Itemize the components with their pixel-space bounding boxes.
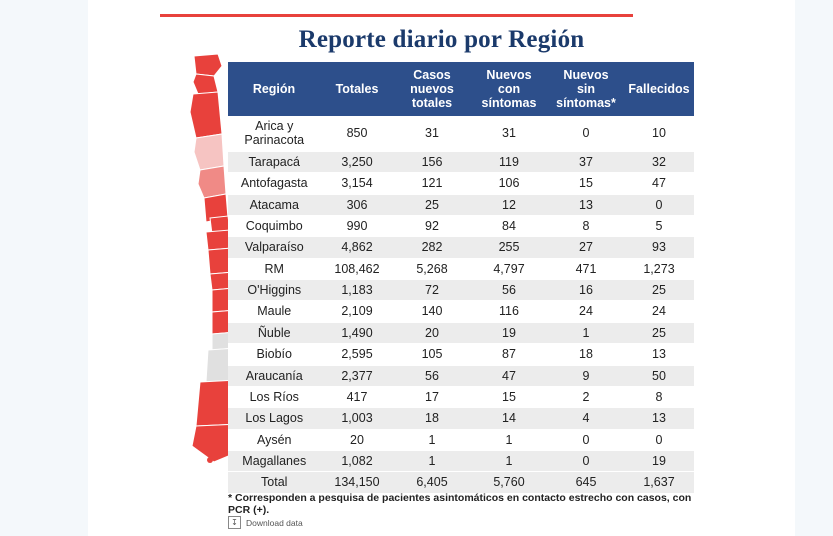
map-region-coquimbo (198, 166, 226, 198)
column-header-fallecidos-line1: Fallecidos (628, 82, 690, 96)
cell-nuevos-con-sintomas: 4,797 (471, 258, 548, 279)
cell-fallecidos: 1,637 (625, 472, 694, 493)
cell-totales: 850 (321, 116, 394, 151)
table-row (228, 116, 694, 151)
cell-nuevos-con-sintomas: 19 (471, 322, 548, 343)
report-table (228, 62, 694, 494)
cell-region-line1: Ñuble (257, 325, 291, 340)
cell-nuevos-con-sintomas: 5,760 (471, 472, 548, 493)
cell-region-line1: Biobío (256, 347, 292, 362)
table-header (228, 62, 694, 116)
cell-nuevos-con-sintomas: 116 (471, 301, 548, 322)
cell-nuevos-sin-sintomas: 18 (548, 344, 625, 365)
cell-totales: 990 (321, 215, 394, 236)
column-header-fallecidos (625, 62, 694, 116)
table-row (228, 408, 694, 429)
cell-region (228, 194, 321, 215)
cell-nuevos-sin-sintomas: 4 (548, 408, 625, 429)
cell-nuevos-con-sintomas: 119 (471, 151, 548, 172)
table-row (228, 258, 694, 279)
cell-fallecidos: 25 (625, 322, 694, 343)
column-header-totales (321, 62, 394, 116)
cell-region-line1: Los Lagos (245, 411, 304, 426)
table-row (228, 365, 694, 386)
cell-region-line1: Total (261, 475, 288, 490)
table-row (228, 194, 694, 215)
cell-region-line1: Magallanes (242, 454, 307, 468)
cell-casos-nuevos-totales: 25 (394, 194, 471, 215)
left-gutter (0, 0, 88, 536)
cell-region (228, 344, 321, 365)
cell-fallecidos: 5 (625, 215, 694, 236)
download-icon: ↧ (228, 516, 241, 529)
column-header-nuevos-con-sintomas (471, 62, 548, 116)
cell-casos-nuevos-totales: 156 (394, 151, 471, 172)
table-row (228, 429, 694, 450)
cell-nuevos-sin-sintomas: 27 (548, 237, 625, 258)
table-row (228, 322, 694, 343)
column-header-casos-line3: totales (411, 96, 453, 110)
cell-nuevos-sin-sintomas: 16 (548, 280, 625, 301)
cell-fallecidos: 13 (625, 408, 694, 429)
cell-fallecidos: 1,273 (625, 258, 694, 279)
cell-fallecidos: 50 (625, 365, 694, 386)
table-row (228, 386, 694, 407)
cell-nuevos-con-sintomas: 14 (471, 408, 548, 429)
cell-region-line1: O'Higgins (247, 283, 302, 297)
cell-nuevos-con-sintomas: 1 (471, 429, 548, 450)
column-header-region (228, 62, 321, 116)
cell-region (228, 429, 321, 450)
cell-totales: 2,109 (321, 301, 394, 322)
cell-region-line1: Antofagasta (240, 176, 308, 191)
cell-nuevos-sin-sintomas: 1 (548, 322, 625, 343)
report-content (88, 0, 795, 536)
cell-region-line1: Tarapacá (248, 154, 300, 169)
cell-totales: 4,862 (321, 237, 394, 258)
table-row-total (228, 472, 694, 493)
cell-casos-nuevos-totales: 1 (394, 429, 471, 450)
cell-nuevos-sin-sintomas: 645 (548, 472, 625, 493)
cell-fallecidos: 93 (625, 237, 694, 258)
cell-region (228, 301, 321, 322)
cell-totales: 306 (321, 194, 394, 215)
column-header-sin-line3: síntomas* (556, 96, 616, 110)
cell-nuevos-sin-sintomas: 8 (548, 215, 625, 236)
cell-casos-nuevos-totales: 56 (394, 365, 471, 386)
map-point-antarctic (207, 457, 213, 463)
cell-casos-nuevos-totales: 31 (394, 116, 471, 151)
cell-totales: 2,595 (321, 344, 394, 365)
table-body (228, 116, 694, 493)
column-header-casos-line2: nuevos (410, 82, 454, 96)
cell-region-line1: Coquimbo (245, 218, 303, 233)
cell-totales: 134,150 (321, 472, 394, 493)
cell-region (228, 215, 321, 236)
cell-totales: 2,377 (321, 365, 394, 386)
cell-nuevos-con-sintomas: 31 (471, 116, 548, 151)
cell-nuevos-sin-sintomas: 0 (548, 429, 625, 450)
table-header-row (228, 62, 694, 116)
cell-fallecidos: 24 (625, 301, 694, 322)
cell-region (228, 237, 321, 258)
cell-region-line1: Maule (257, 304, 292, 319)
map-region-arica (194, 54, 222, 76)
cell-nuevos-con-sintomas: 255 (471, 237, 548, 258)
table-row (228, 301, 694, 322)
column-header-region-line1: Región (252, 82, 296, 96)
column-header-con-line2: con (497, 82, 521, 96)
download-data-link[interactable] (228, 516, 303, 529)
map-region-antofagasta (190, 92, 222, 138)
cell-casos-nuevos-totales: 105 (394, 344, 471, 365)
cell-nuevos-con-sintomas: 1 (471, 451, 548, 472)
cell-totales: 1,490 (321, 322, 394, 343)
cell-region-line1: Atacama (249, 197, 299, 212)
cell-region-line1: RM (264, 261, 284, 276)
cell-region-line1: Valparaíso (244, 240, 304, 255)
table-row (228, 451, 694, 472)
table-row (228, 151, 694, 172)
cell-region (228, 280, 321, 301)
cell-totales: 1,082 (321, 451, 394, 472)
top-rule-divider (160, 14, 633, 17)
cell-fallecidos: 47 (625, 173, 694, 194)
cell-totales: 1,003 (321, 408, 394, 429)
cell-fallecidos: 0 (625, 429, 694, 450)
column-header-con-line3: síntomas (481, 96, 537, 110)
map-region-atacama (194, 134, 224, 170)
cell-region-line1: Los Ríos (249, 389, 299, 404)
cell-totales: 417 (321, 386, 394, 407)
column-header-totales-line1: Totales (335, 82, 379, 96)
cell-nuevos-sin-sintomas: 15 (548, 173, 625, 194)
column-header-sin-line2: sin (576, 82, 596, 96)
column-header-casos-line1: Casos (413, 68, 451, 82)
column-header-con-line1: Nuevos (486, 68, 532, 82)
cell-region (228, 472, 321, 493)
cell-casos-nuevos-totales: 282 (394, 237, 471, 258)
cell-region (228, 386, 321, 407)
cell-region (228, 451, 321, 472)
cell-nuevos-sin-sintomas: 471 (548, 258, 625, 279)
cell-casos-nuevos-totales: 140 (394, 301, 471, 322)
cell-nuevos-con-sintomas: 47 (471, 365, 548, 386)
cell-region (228, 116, 321, 151)
column-header-casos-nuevos-totales (394, 62, 471, 116)
table-row (228, 344, 694, 365)
cell-totales: 3,154 (321, 173, 394, 194)
cell-region (228, 173, 321, 194)
cell-region-line1: Arica y (255, 119, 294, 133)
cell-fallecidos: 25 (625, 280, 694, 301)
cell-fallecidos: 13 (625, 344, 694, 365)
column-header-nuevos-sin-sintomas (548, 62, 625, 116)
cell-region (228, 408, 321, 429)
cell-nuevos-sin-sintomas: 24 (548, 301, 625, 322)
column-header-sin-line1: Nuevos (563, 68, 609, 82)
table-row (228, 215, 694, 236)
download-data-label: Download data (246, 517, 303, 528)
cell-casos-nuevos-totales: 121 (394, 173, 471, 194)
cell-nuevos-con-sintomas: 106 (471, 173, 548, 194)
cell-fallecidos: 32 (625, 151, 694, 172)
cell-casos-nuevos-totales: 1 (394, 451, 471, 472)
page-title: Reporte diario por Región (298, 26, 585, 53)
right-gutter (795, 0, 833, 536)
cell-region-line1: Araucanía (245, 368, 303, 383)
cell-fallecidos: 19 (625, 451, 694, 472)
cell-region (228, 151, 321, 172)
cell-totales: 1,183 (321, 280, 394, 301)
table-row (228, 237, 694, 258)
cell-nuevos-sin-sintomas: 2 (548, 386, 625, 407)
cell-region-line1: Aysén (256, 432, 292, 447)
cell-nuevos-con-sintomas: 84 (471, 215, 548, 236)
cell-region (228, 258, 321, 279)
footnote: * Corresponden a pesquisa de pacientes asintomáticos en contacto estrecho con casos, con PCR (+). (228, 492, 692, 516)
cell-nuevos-sin-sintomas: 37 (548, 151, 625, 172)
cell-casos-nuevos-totales: 92 (394, 215, 471, 236)
cell-nuevos-sin-sintomas: 0 (548, 451, 625, 472)
table-row (228, 173, 694, 194)
cell-nuevos-con-sintomas: 15 (471, 386, 548, 407)
cell-casos-nuevos-totales: 18 (394, 408, 471, 429)
map-region-tarapaca (193, 74, 218, 94)
cell-casos-nuevos-totales: 20 (394, 322, 471, 343)
cell-totales: 20 (321, 429, 394, 450)
cell-region-line2: Parinacota (244, 133, 305, 148)
cell-region (228, 365, 321, 386)
cell-fallecidos: 0 (625, 194, 694, 215)
cell-nuevos-con-sintomas: 56 (471, 280, 548, 301)
cell-fallecidos: 8 (625, 386, 694, 407)
cell-totales: 108,462 (321, 258, 394, 279)
cell-casos-nuevos-totales: 72 (394, 280, 471, 301)
cell-totales: 3,250 (321, 151, 394, 172)
cell-fallecidos: 10 (625, 116, 694, 151)
cell-nuevos-sin-sintomas: 0 (548, 116, 625, 151)
cell-nuevos-sin-sintomas: 9 (548, 365, 625, 386)
cell-casos-nuevos-totales: 6,405 (394, 472, 471, 493)
cell-nuevos-con-sintomas: 87 (471, 344, 548, 365)
report-table-wrap (228, 62, 690, 494)
cell-casos-nuevos-totales: 17 (394, 386, 471, 407)
cell-nuevos-sin-sintomas: 13 (548, 194, 625, 215)
cell-nuevos-con-sintomas: 12 (471, 194, 548, 215)
table-row (228, 280, 694, 301)
cell-region (228, 322, 321, 343)
cell-casos-nuevos-totales: 5,268 (394, 258, 471, 279)
